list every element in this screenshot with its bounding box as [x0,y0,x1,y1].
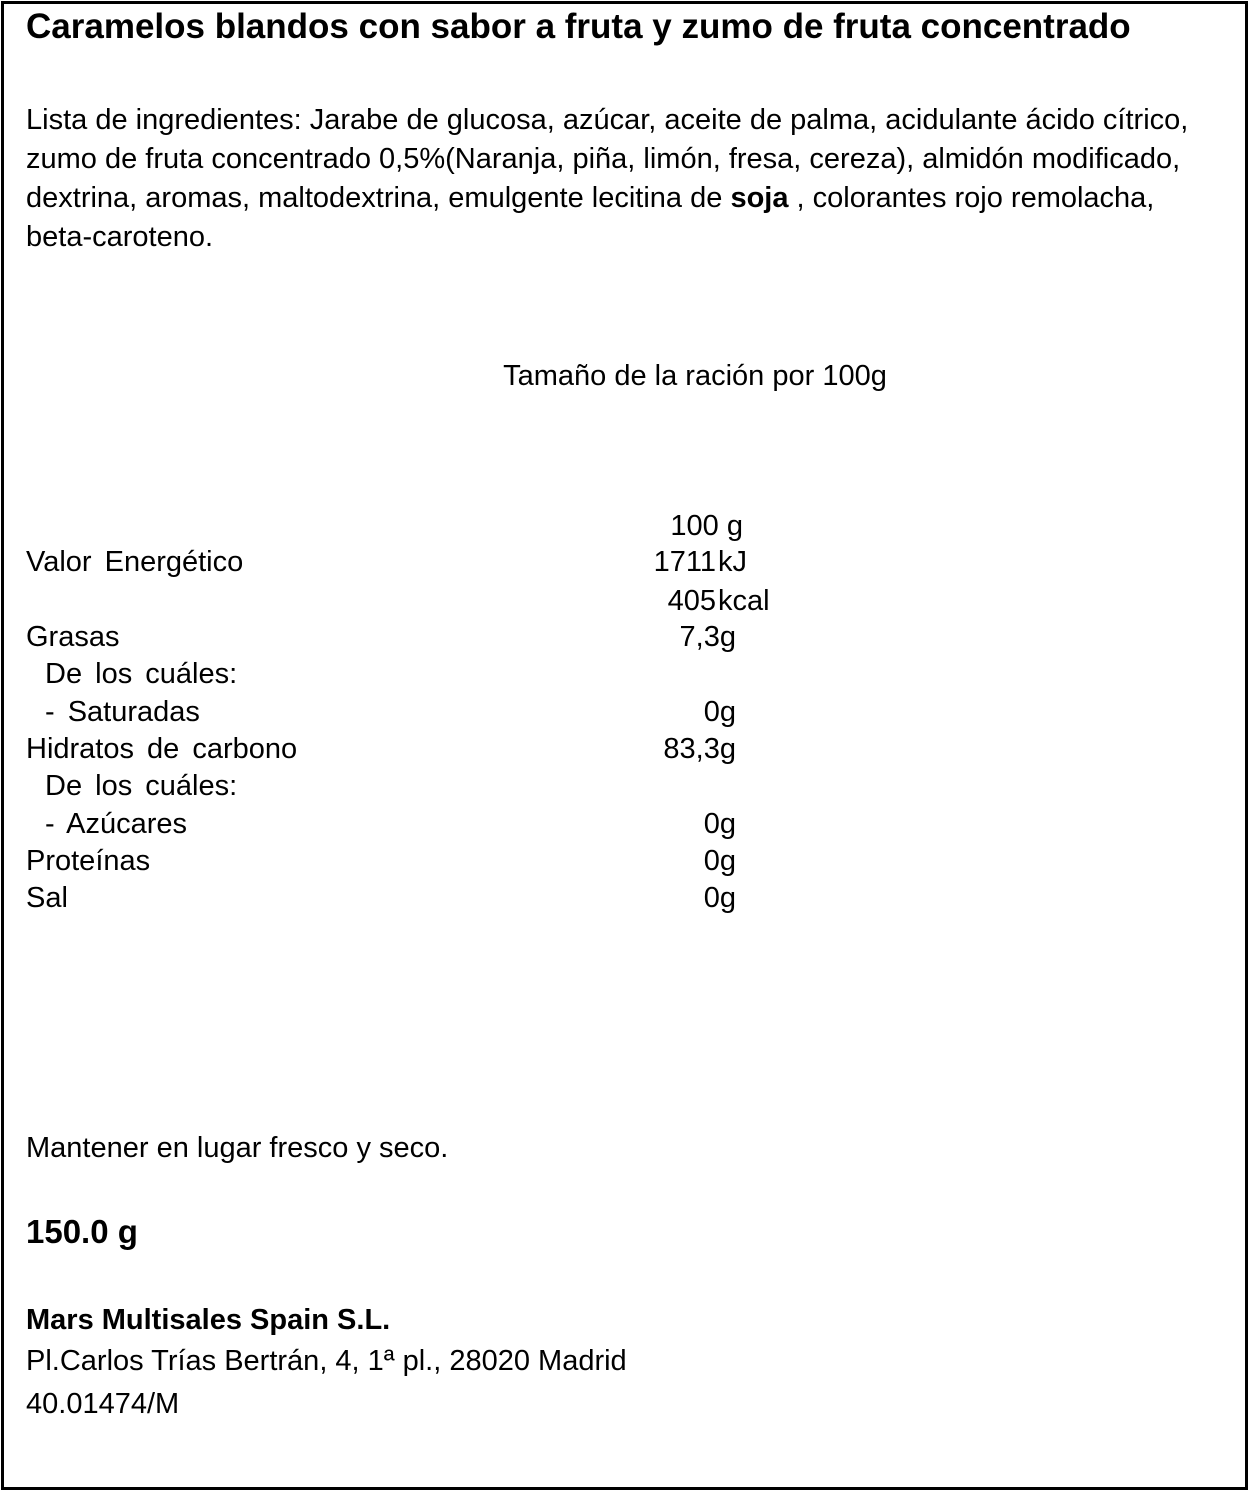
nutrient-label-of-which: De los cuáles: [45,770,238,802]
nutrient-value-protein: 0g [703,845,736,877]
nutrient-value-carbohydrates: 83,3g [663,733,736,765]
manufacturer-name: Mars Multisales Spain S.L. [26,1304,391,1336]
registration-number: 40.01474/M [26,1388,180,1420]
ingredients-list [26,101,1206,257]
energy-kcal-value: 405 [667,585,716,617]
energy-label: Valor Energético [26,546,244,578]
ingredients-text: Lista de ingredientes: Jarabe de glucosa, azúcar, aceite de palma, acidulante ácido cítrico, zumo de fruta concentrado 0,5%(Naranja, piña, limón, fresa, cereza), almidón modificado, dextrina, aromas, maltodextrina, emulgente lecitina de [26,104,1189,214]
nutrient-label-carbohydrates: Hidratos de carbono [26,733,298,765]
energy-kj-value: 1711 [653,546,716,578]
manufacturer-address: Pl.Carlos Trías Bertrán, 4, 1ª pl., 28020 Madrid [26,1345,627,1377]
ingredients-text-end: , colorantes rojo remolacha, beta-caroteno. [26,182,1155,253]
serving-size-heading: Tamaño de la ración por 100g [503,360,887,392]
nutrient-label-protein: Proteínas [26,845,151,877]
nutrient-label-sugars: - Azúcares [45,808,187,840]
nutrient-value-fat: 7,3g [679,621,736,653]
nutrient-value-saturates: 0g [703,696,736,728]
net-weight: 150.0 g [26,1213,138,1250]
nutrient-value-sugars: 0g [703,808,736,840]
nutrient-label-of-which: De los cuáles: [45,658,238,690]
energy-kcal-unit: kcal [718,585,770,617]
allergen-highlight: soja [730,182,789,214]
nutrient-label-salt: Sal [26,882,68,914]
storage-instructions: Mantener en lugar fresco y seco. [26,1132,449,1164]
nutrient-value-salt: 0g [703,882,736,914]
product-title: Caramelos blandos con sabor a fruta y zumo de fruta concentrado [26,7,1131,46]
nutrition-column-heading: 100 g [670,510,743,542]
nutrient-label-saturates: - Saturadas [45,696,200,728]
nutrient-label-fat: Grasas [26,621,120,653]
energy-kj-unit: kJ [718,546,747,578]
